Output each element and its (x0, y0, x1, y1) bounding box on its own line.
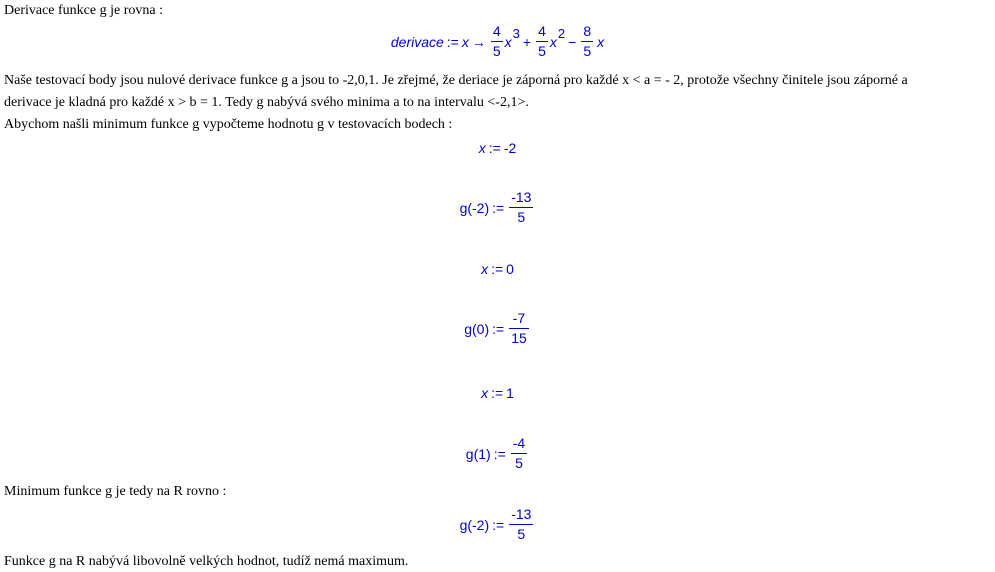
g-lhs: g(-2) (459, 516, 490, 533)
assign-lhs: x (481, 261, 489, 277)
plus-operator: + (522, 33, 532, 50)
paragraph-line-1: Naše testovací body jsou nulové derivace funkce g a jsou to -2,0,1. Je zřejmé, že deriace je záporná pro každé x < a = - 2, protože všechny činitele jsou záporné a (4, 73, 908, 88)
g-value-denominator: 5 (517, 526, 526, 542)
term1-numerator: 4 (492, 23, 501, 39)
g-value-fraction (509, 190, 533, 225)
g-value-numerator: -13 (511, 189, 532, 205)
assign-operator: := (491, 385, 504, 401)
derivative-expression (0, 24, 995, 59)
assign-lhs: x (478, 140, 486, 156)
assign-lhs: x (481, 385, 489, 401)
assign-operator: := (446, 33, 459, 50)
term1-denominator: 5 (492, 43, 501, 59)
term3-fraction (581, 24, 593, 59)
g-lhs: g(1) (465, 445, 491, 462)
term2-exponent: 2 (557, 26, 566, 41)
term3-denominator: 5 (583, 43, 592, 59)
term2-variable: x (549, 33, 557, 50)
g-value-fraction (511, 436, 527, 471)
term1-variable: x (504, 33, 512, 50)
g-assign-operator: := (492, 320, 505, 337)
final-text: Funkce g na R nabývá libovolně velkých hodnot, tudíž nemá maximum. (4, 554, 409, 569)
g-value-denominator: 15 (511, 330, 527, 346)
g-value-denominator: 5 (517, 209, 526, 225)
g-value-numerator: -4 (512, 435, 526, 451)
intro-text: Derivace funkce g je rovna : (4, 3, 163, 18)
assign-rhs: 0 (506, 261, 514, 277)
g-assign-operator: := (492, 516, 505, 533)
assign-operator: := (491, 261, 504, 277)
minimum-value (0, 507, 995, 542)
term3-numerator: 8 (583, 23, 592, 39)
term1-exponent: 3 (512, 26, 520, 41)
assign-x-1 (0, 385, 995, 401)
g-assign-operator: := (492, 199, 505, 216)
g-lhs: g(0) (464, 320, 490, 337)
term1-fraction (491, 24, 503, 59)
paragraph-line-2: derivace je kladná pro každé x > b = 1. Tedy g nabývá svého minima a to na intervalu <-2,1>. (4, 95, 529, 110)
term3-variable: x (597, 33, 605, 50)
term2-denominator: 5 (538, 43, 546, 59)
assign-x-minus-2 (0, 140, 995, 156)
g-value-fraction (509, 507, 533, 542)
assign-rhs: 1 (506, 385, 514, 401)
g-value-0 (0, 311, 995, 346)
g-value-1 (0, 436, 995, 471)
assign-operator: := (488, 140, 501, 156)
g-value-numerator: -13 (511, 506, 532, 522)
g-value-minus-2 (0, 190, 995, 225)
g-value-fraction (509, 311, 529, 346)
assign-x-0 (0, 261, 995, 277)
function-variable: x (461, 33, 469, 50)
term2-numerator: 4 (538, 23, 546, 39)
assign-rhs: -2 (503, 140, 517, 156)
minimum-text: Minimum funkce g je tedy na R rovno : (4, 484, 227, 499)
g-lhs: g(-2) (459, 199, 490, 216)
maps-to-arrow: → (471, 33, 486, 50)
g-value-numerator: -7 (512, 310, 526, 326)
minus-operator: − (568, 33, 577, 50)
g-assign-operator: := (493, 445, 506, 462)
g-value-denominator: 5 (515, 455, 523, 471)
paragraph-line-3: Abychom našli minimum funkce g vypočteme hodnotu g v testovacích bodech : (4, 117, 453, 132)
derivative-name: derivace (390, 33, 444, 50)
term2-fraction (536, 24, 548, 59)
